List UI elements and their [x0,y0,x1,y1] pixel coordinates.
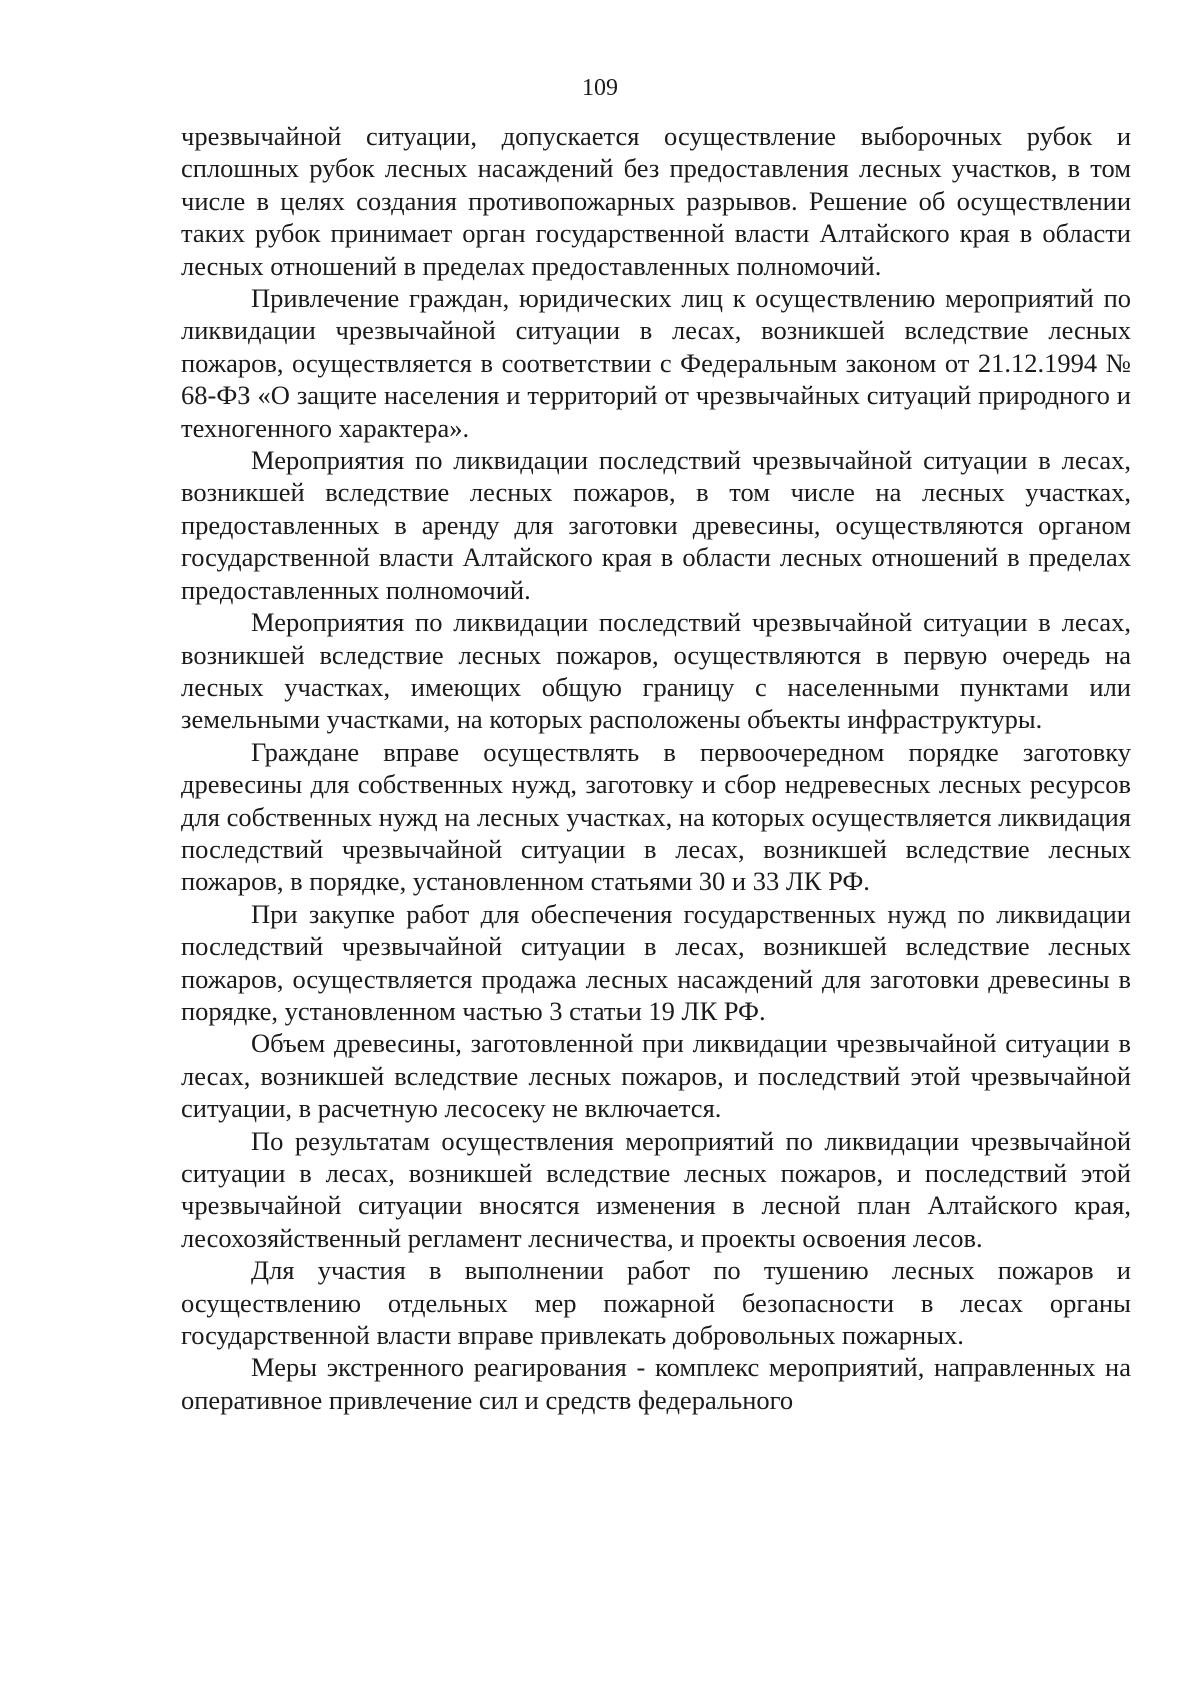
paragraph: Привлечение граждан, юридических лиц к осуществлению мероприятий по ликвидации чрезвычайной ситуации в лесах, возникшей вследствие лесных пожаров, осуществляется в соответствии с Федеральным законом от 21.12.1994 № 68-ФЗ «О защите населения и территорий от чрезвычайных ситуаций природного и техногенного характера». [181,283,1131,443]
paragraph: Мероприятия по ликвидации последствий чрезвычайной ситуации в лесах, возникшей вследствие лесных пожаров, в том числе на лесных участках, предоставленных в аренду для заготовки древесины, осуществляются органом государственной власти Алтайского края в области лесных отношений в пределах предоставленных полномочий. [181,445,1131,605]
paragraph-continuation: чрезвычайной ситуации, допускается осуществление выборочных рубок и сплошных рубок лесных насаждений без предоставления лесных участков, в том числе в целях создания противопожарных разрывов. Решение об осуществлении таких рубок принимает орган государственной власти Алтайского края в области лесных отношений в пределах предоставленных полномочий. [181,121,1131,281]
paragraph: Мероприятия по ликвидации последствий чрезвычайной ситуации в лесах, возникшей вследствие лесных пожаров, осуществляются в первую очередь на лесных участках, имеющих общую границу с населенными пунктами или земельными участками, на которых расположены объекты инфраструктуры. [181,607,1131,735]
paragraph: Объем древесины, заготовленной при ликвидации чрезвычайной ситуации в лесах, возникшей вследствие лесных пожаров, и последствий этой чрезвычайной ситуации, в расчетную лесосеку не включается. [181,1028,1131,1124]
paragraph: При закупке работ для обеспечения государственных нужд по ликвидации последствий чрезвычайной ситуации в лесах, возникшей вследствие лесных пожаров, осуществляется продажа лесных насаждений для заготовки древесины в порядке, установленном частью 3 статьи 19 ЛК РФ. [181,898,1131,1026]
paragraph: По результатам осуществления мероприятий по ликвидации чрезвычайной ситуации в лесах, возникшей вследствие лесных пожаров, и последствий этой чрезвычайной ситуации вносятся изменения в лесной план Алтайского края, лесохозяйственный регламент лесничества, и проекты освоения лесов. [181,1125,1131,1253]
paragraph: Меры экстренного реагирования - комплекс мероприятий, направленных на оперативное привлечение сил и средств федерального [181,1352,1131,1415]
page-number: 109 [582,75,618,101]
document-body [181,120,1131,1416]
paragraph: Для участия в выполнении работ по тушению лесных пожаров и осуществлению отдельных мер пожарной безопасности в лесах органы государственной власти вправе привлекать добровольных пожарных. [181,1255,1131,1351]
paragraph: Граждане вправе осуществлять в первоочередном порядке заготовку древесины для собственных нужд, заготовку и сбор недревесных лесных ресурсов для собственных нужд на лесных участках, на которых осуществляется ликвидация последствий чрезвычайной ситуации в лесах, возникшей вследствие лесных пожаров, в порядке, установленном статьями 30 и 33 ЛК РФ. [181,736,1131,897]
